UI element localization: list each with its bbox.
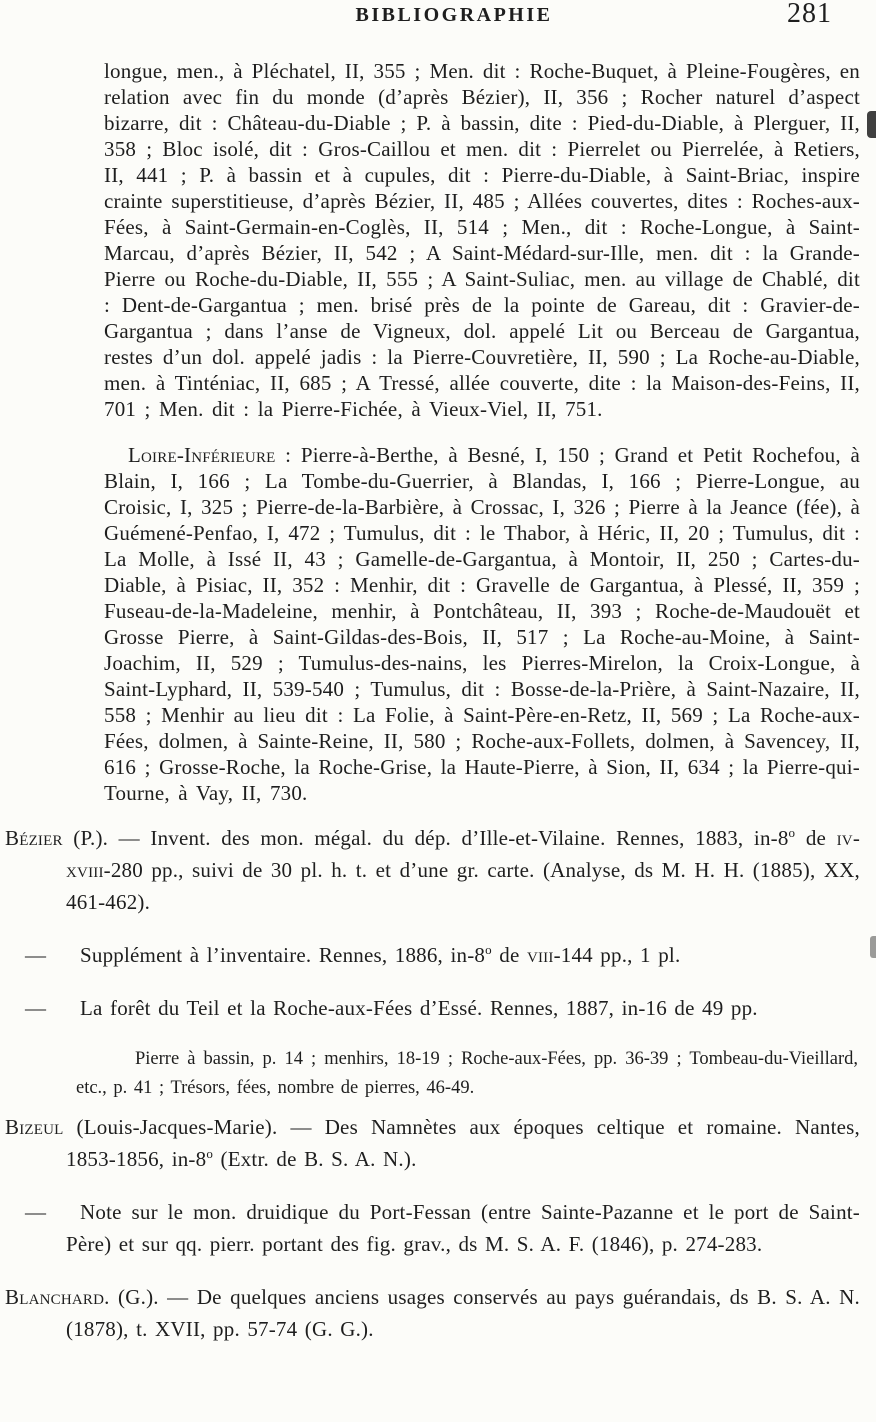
entry-text: La forêt du Teil et la Roche-aux-Fées d’Essé. Rennes, 1887, in-16 de 49 pp. — [80, 996, 758, 1020]
entry-text: Note sur le mon. druidique du Port-Fessan (entre Sainte-Pazanne et le port de Saint-Père) et sur qq. pierr. portant des fig. grav., ds M. S. A. F. (1846), p. 274-283. — [66, 1200, 860, 1256]
scan-artifact-mark — [867, 111, 876, 138]
page-header — [0, 0, 876, 38]
paragraph-ille-et-vilaine-continuation: longue, men., à Pléchatel, II, 355 ; Men. dit : Roche-Buquet, à Pleine-Fougères, en relation avec fin du monde (d’après Bézier), II, 356 ; Rocher naturel d’aspect bizarre, dit : Château-du-Diable ; P. à bassin, dite : Pied-du-Diable, à Plerguer, II, 358 ; Bloc isolé, dit : Gros-Caillou et men. dit : Pierrelet ou Pierrelée, à Retiers, II, 441 ; P. à bassin et à cupules, dit : Pierre-du-Diable, à Saint-Briac, inspire crainte superstitieuse, d’après Bézier, II, 485 ; Allées couvertes, dites : Roches-aux-Fées, à Saint-Germain-en-Coglès, II, 514 ; Men., dit : Roche-Longue, à Saint-Marcau, d’après Bézier, II, 542 ; A Saint-Médard-sur-Ille, men. dit : la Grande-Pierre ou Roche-du-Diable, II, 555 ; A Saint-Suliac, men. au village de Chablé, dit : Dent-de-Gargantua ; men. brisé près de la pointe de Gareau, dit : Gravier-de-Gargantua ; dans l’anse de Vigneux, dol. appelé Lit ou Berceau de Gargantua, restes d’un dol. appelé jadis : la Pierre-Couvretière, II, 590 ; La Roche-au-Diable, men. à Tinténiac, II, 685 ; A Tressé, allée couverte, dite : la Maison-des-Feins, II, 701 ; Men. dit : la Pierre-Fichée, à Vieux-Viel, II, 751. — [104, 59, 861, 421]
em-dash-marker: — — [25, 1200, 47, 1224]
paragraph-loire-inferieure: Loire-Inférieure : Pierre-à-Berthe, à Besné, I, 150 ; Grand et Petit Rochefou, à Blain, I, 166 ; La Tombe-du-Guerrier, à Blandas, I, 166 ; Pierre-Longue, au Croisic, I, 325 ; Pierre-de-la-Barbière, à Crossac, I, 326 ; Pierre à la Jeance (fée), à Guémené-Penfao, I, 472 ; Tumulus, dit : le Thabor, à Héric, II, 20 ; Tumulus, dit : La Molle, à Issé II, 43 ; Gamelle-de-Gargantua, à Montoir, II, 250 ; Cartes-du-Diable, à Pisiac, II, 352 : Menhir, dit : Gravelle de Gargantua, à Plessé, II, 359 ; Fuseau-de-la-Madeleine, menhir, à Pontchâteau, II, 393 ; Roche-de-Maudouët et Grosse Pierre, à Saint-Gildas-des-Bois, II, 517 ; La Roche-au-Moine, à Saint-Joachim, II, 529 ; Tumulus-des-nains, les Pierres-Mirelon, la Croix-Longue, à Saint-Lyphard, II, 539-540 ; Tumulus, dit : Bosse-de-la-Prière, à Saint-Nazaire, II, 558 ; Menhir au lieu dit : La Folie, à Saint-Père-en-Retz, II, 569 ; La Roche-aux-Fées, dolmen, à Sainte-Reine, II, 580 ; Roche-aux-Follets, dolmen, à Savencey, II, 616 ; Grosse-Roche, la Roche-Grise, la Haute-Pierre, à Sion, II, 634 ; la Pierre-qui-Tourne, à Vay, II, 730. — [104, 443, 861, 805]
scan-artifact-mark — [870, 936, 876, 958]
entry-bezier-supplement — [25, 939, 860, 971]
em-dash-marker: — — [25, 996, 47, 1020]
page-title: BIBLIOGRAPHIE — [355, 4, 553, 26]
entry-bezier-foret — [25, 992, 860, 1024]
page-number: 281 — [787, 0, 832, 29]
entry-text: Supplément à l’inventaire. Rennes, 1886, in-8$^o$ de viii-144 pp., 1 pl. — [80, 942, 681, 967]
entry-blanchard: Blanchard. (G.). — De quelques anciens usages conservés au pays guérandais, ds B. S. A. N. (1878), t. XVII, pp. 57-74 (G. G.). — [5, 1285, 860, 1341]
entry-bizeul-note — [25, 1196, 860, 1260]
entry-bezier: Bézier (P.). — Invent. des mon. mégal. du dép. d’Ille-et-Vilaine. Rennes, 1883, in-8$^o$ de iv-xviii-280 pp., suivi de 30 pl. h. t. et d’une gr. carte. (Analyse, ds M. H. H. (1885), XX, 461-462). — [5, 825, 861, 914]
entry-bezier-index-note: Pierre à bassin, p. 14 ; menhirs, 18-19 ; Roche-aux-Fées, pp. 36-39 ; Tombeau-du-Vieillard, etc., p. 41 ; Trésors, fées, nombre de pierres, 46-49. — [76, 1049, 859, 1098]
em-dash-marker: — — [25, 943, 47, 967]
entry-bizeul: Bizeul (Louis-Jacques-Marie). — Des Namnètes aux époques celtique et romaine. Nantes, 1853-1856, in-8$^o$ (Extr. de B. S. A. N.). — [5, 1115, 860, 1171]
